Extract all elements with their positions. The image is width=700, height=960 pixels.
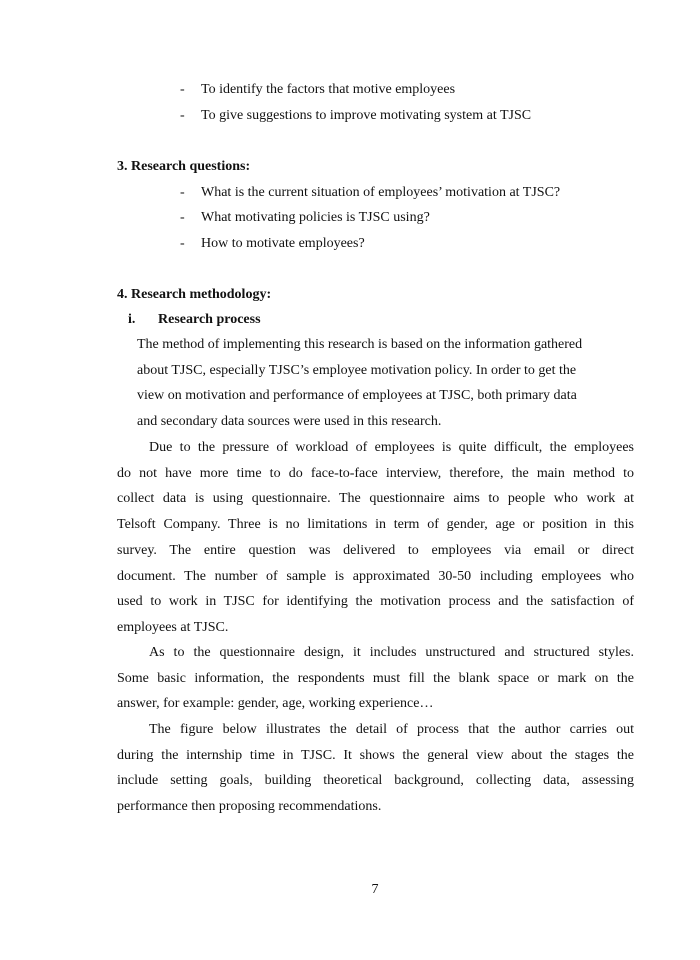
question-item [180,180,560,206]
paragraph-line: Telsoft Company. Three is no limitations in term of gender, age or position in this [117,517,634,533]
paragraph-line: survey. The entire question was delivered to employees via email or direct [117,542,634,558]
paragraph-line: document. The number of sample is approximated 30-50 including employees who [117,568,634,584]
objective-item [180,77,455,103]
methodology-intro-paragraph [137,332,637,435]
question-item [180,205,430,231]
paragraph-line: answer, for example: gender, age, working experience… [117,696,434,712]
paragraph-line: during the internship time in TJSC. It shows the general view about the stages the [117,747,634,763]
paragraph-line: include setting goals, building theoretical background, collecting data, assessing [117,773,634,789]
paragraph-line: employees at TJSC. [117,619,229,635]
research-process-subheading [128,307,261,333]
page-number: 7 [371,882,379,897]
paragraph-line: The method of implementing this research is based on the information gathered [137,337,583,352]
paragraph-line: The figure below illustrates the detail of process that the author carries out [149,722,634,737]
paragraph-line: Due to the pressure of workload of employees is quite difficult, the employees [149,440,634,455]
paragraph-line: used to work in TJSC for identifying the motivation process and the satisfaction of [117,594,634,610]
question-text: What motivating policies is TJSC using? [201,210,430,225]
bullet-dash: - [180,108,185,123]
question-text: How to motivate employees? [201,236,365,251]
objective-item [180,103,531,129]
objective-text: To give suggestions to improve motivating system at TJSC [201,108,532,123]
bullet-dash: - [180,82,185,97]
bullet-dash: - [180,210,185,225]
question-item [180,231,365,257]
paragraph-line: and secondary data sources were used in this research. [137,414,442,430]
paragraph-line: about TJSC, especially TJSC’s employee motivation policy. In order to get the [137,362,577,378]
research-questions-heading: 3. Research questions: [117,159,251,174]
paragraph-line: view on motivation and performance of employees at TJSC, both primary data [137,388,577,404]
paragraph-line: As to the questionnaire design, it includes unstructured and structured styles. [149,645,634,660]
data-collection-paragraph [117,435,634,641]
subheading-number: i. [128,312,136,327]
bullet-dash: - [180,236,185,251]
paragraph-line: performance then proposing recommendations. [117,799,382,815]
process-figure-paragraph [117,717,634,820]
objective-text: To identify the factors that motive employees [201,82,456,97]
subheading-text: Research process [158,312,261,327]
paragraph-line: Some basic information, the respondents must fill the blank space or mark on the [117,670,634,686]
paragraph-line: collect data is using questionnaire. The questionnaire aims to people who work at [117,491,634,507]
questionnaire-design-paragraph [117,640,634,717]
question-text: What is the current situation of employees’ motivation at TJSC? [201,185,561,200]
research-methodology-heading: 4. Research methodology: [117,287,272,302]
bullet-dash: - [180,185,185,200]
paragraph-line: do not have more time to do face-to-face interview, therefore, the main method to [117,465,634,481]
